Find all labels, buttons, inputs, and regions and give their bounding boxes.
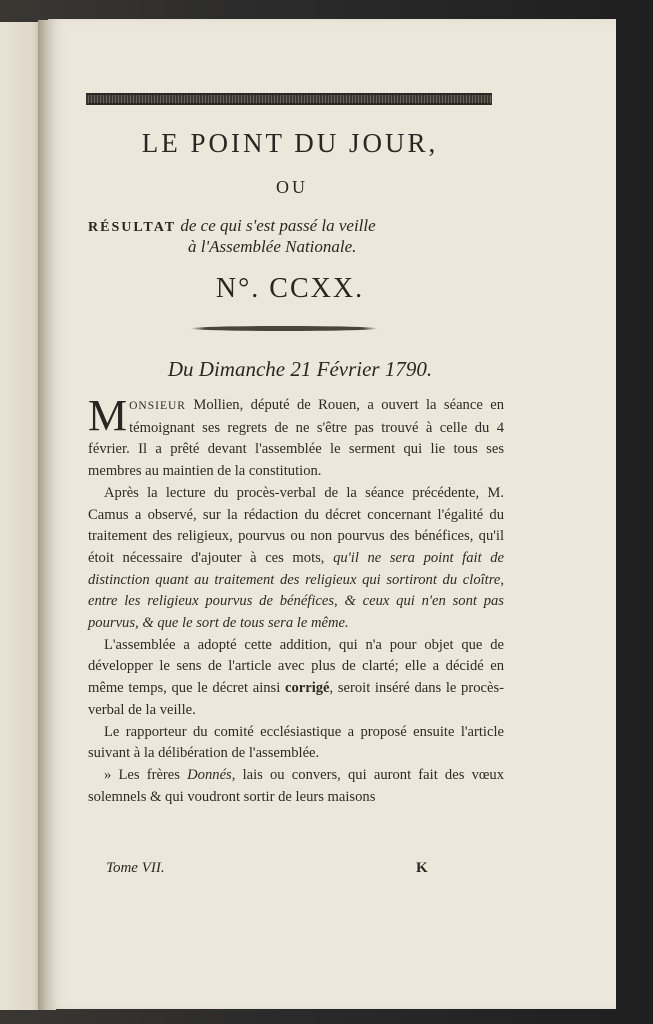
paragraph-2-text: Après la lecture du procès-verbal de la séance précédente, M. Camus a observé, sur la rédaction du décret concernant l'égalité du traitement des religieux, pourvus ou non pourvus des bénéfices, qu'il étoit nécessaire d'ajouter à ces mots, <box>88 484 504 566</box>
subtitle-rest: de ce qui s'est passé la veille <box>176 216 376 235</box>
subtitle-line2: à l'Assemblée Nationale. <box>188 237 357 256</box>
paragraph-1 <box>88 391 504 483</box>
ornamental-rule-middle <box>190 326 378 331</box>
paragraph-2-italic: qu'il ne sera point fait de distinction quant au traitement des religieux qui sortiront du cloître, entre les religieux pourvus de bénéfices, & ceux qui n'en sont pas pourvus, & que le sort de tous sera le même. <box>88 549 505 632</box>
paragraph-3-text-a: L'assemblée a adopté cette addition, qui n'a pour objet que de développer le sens de l'article avec plus de clarté; elle a décidé en même temps, que le décret ainsi <box>88 636 504 697</box>
masthead-title: LE POINT DU JOUR, <box>141 128 439 158</box>
small-caps-word: ONSIEUR <box>129 400 186 412</box>
article-body <box>88 391 505 808</box>
masthead-subtitle <box>88 216 508 256</box>
paragraph-2 <box>88 483 504 635</box>
drop-cap: M <box>88 391 128 440</box>
paragraph-5-italic: Donnés <box>187 766 232 783</box>
paragraph-5 <box>88 765 504 808</box>
paragraph-4: Le rapporteur du comité ecclésiastique a proposé ensuite l'article suivant à la délibération de l'assemblée. <box>88 723 504 762</box>
paragraph-5-text-a: » Les frères <box>104 766 188 783</box>
dateline: Du Dimanche 21 Février 1790. <box>167 357 433 381</box>
paragraph-1-text: Mollien, député de Rouen, a ouvert la séance en témoignant ses regrets de ne s'être pas trouvé à celle du 4 février. Il a prêté devant l'assemblée le serment qui lie tous ses membres au maintien de la constitution. <box>88 397 504 480</box>
paragraph-3-bold: corrigé <box>284 680 330 697</box>
ornamental-rule-top <box>86 93 492 105</box>
masthead-ou: OU <box>276 177 308 197</box>
paragraph-5-text-b: , lais ou convers, qui auront fait des vœux solemnels & qui voudront sortir de leurs maisons <box>88 766 504 805</box>
page-footer <box>106 860 436 877</box>
issue-number: N°. CCXX. <box>215 273 365 304</box>
subtitle-lead: RÉSULTAT <box>88 220 177 235</box>
signature-mark: K <box>416 860 428 876</box>
tome-label: Tome VII. <box>106 860 165 876</box>
paragraph-3-text-b: , seroit inséré dans le procès-verbal de la veille. <box>88 680 504 718</box>
paragraph-3 <box>88 635 504 722</box>
